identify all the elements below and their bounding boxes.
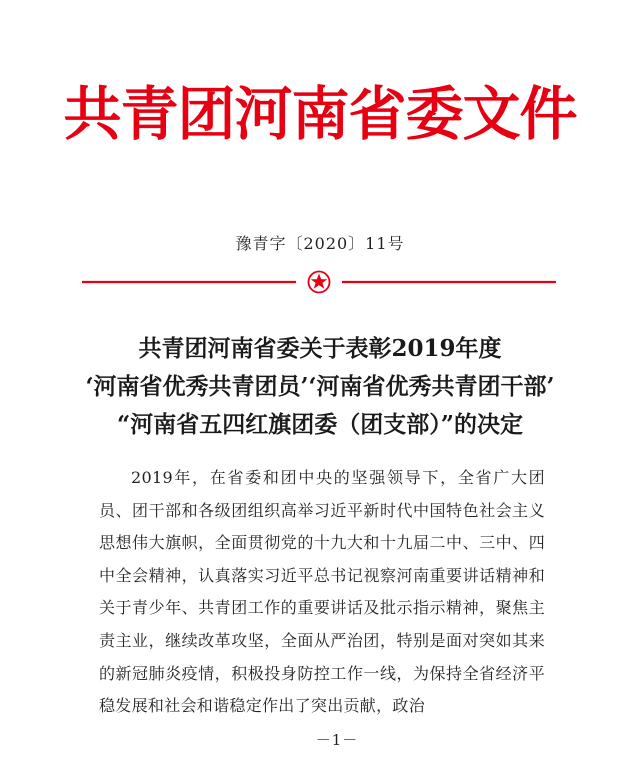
document-header-title: 共青团河南省委文件 (63, 80, 577, 148)
page-number: －1－ (315, 731, 359, 749)
header-divider (82, 268, 556, 296)
title-line-3: “河南省五四红旗团委（团支部）”的决定 (117, 411, 523, 438)
red-star-icon (309, 272, 330, 293)
body-paragraph: 2019年，在省委和团中央的坚强领导下，全省广大团员、团干部和各级团组织高举习近平新时代中国特色社会主义思想伟大旗帜，全面贯彻党的十九大和十九届二中、三中、四中全会精神，认真落实习近平总书记视察河南重要讲话精神和关于青少年、共青团工作的重要讲话及批示指示精神，聚焦主责主业，继续改革攻坚，全面从严治团，特别是面对突如其来的新冠肺炎疫情，积极投身防控工作一线，为保持全省经济平稳发展和社会和谐稳定作出了突出贡献，政治 (99, 468, 545, 716)
document-number: 豫青字〔2020〕11号 (235, 234, 405, 253)
decision-title (0, 330, 640, 444)
title-line-1: 共青团河南省委关于表彰2019年度 (138, 335, 502, 362)
title-line-2: ‘河南省优秀共青团员’‘河南省优秀共青团干部’ (85, 373, 555, 400)
